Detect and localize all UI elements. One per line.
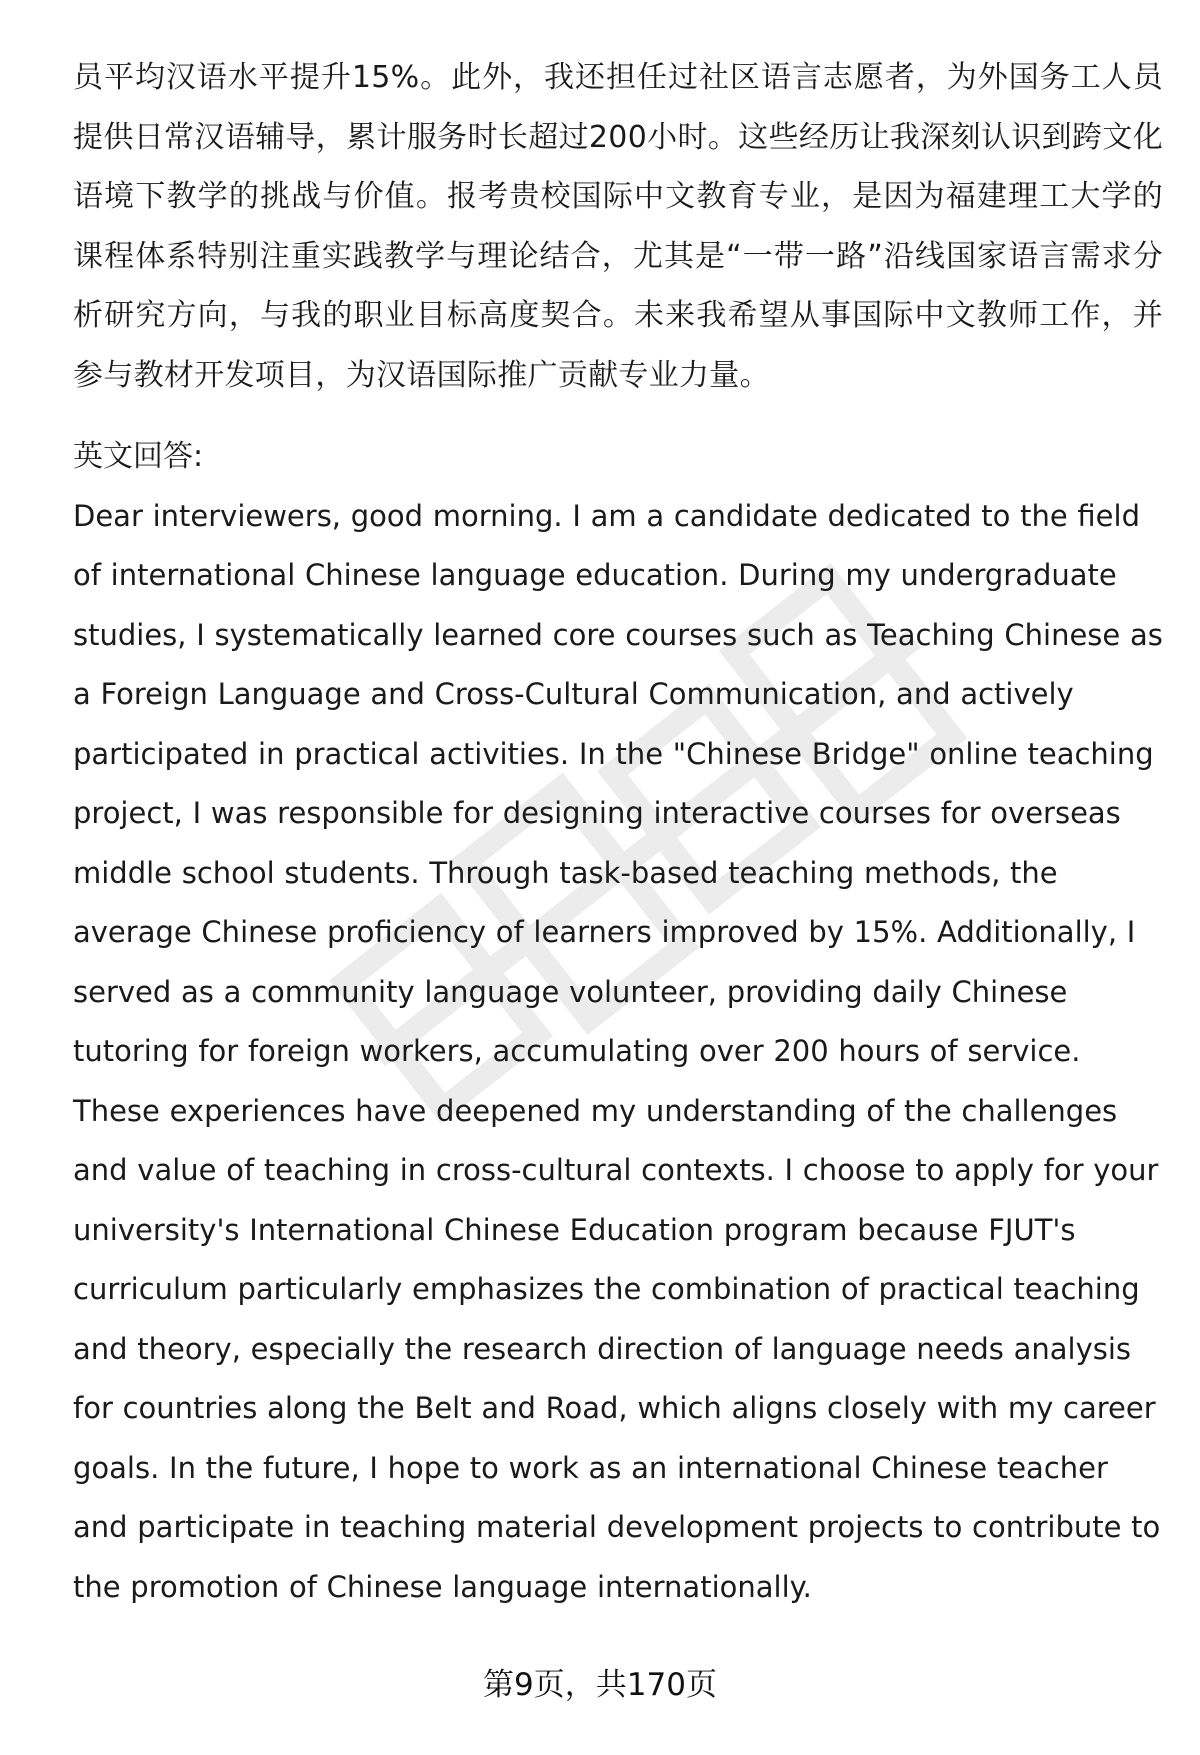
english-section-label: 英文回答: (73, 439, 204, 474)
page-number-footer: 第9页，共170页 (483, 1667, 717, 1703)
document-page (73, 48, 1163, 1617)
chinese-paragraph: 员平均汉语水平提升15%。此外，我还担任过社区语言志愿者，为外国务工人员提供日常汉语辅导，累计服务时长超过200小时。这些经历让我深刻认识到跨文化语境下教学的挑战与价值。报考贵校国际中文教育专业，是因为福建理工大学的课程体系特别注重实践教学与理论结合，尤其是“一带一路”沿线国家语言需求分析研究方向，与我的职业目标高度契合。未来我希望从事国际中文教师工作，并参与教材开发项目，为汉语国际推广贡献专业力量。 (73, 60, 1163, 393)
english-answer-paragraph: Dear interviewers, good morning. I am a candidate dedicated to the field of international Chinese language education. During my undergraduate studies, I systematically learned core courses such as Teaching Chinese as a Foreign Language and Cross-Cultural Communication, and actively participated in practical activities. In the "Chinese Bridge" online teaching project, I was responsible for designing interactive courses for overseas middle school students. Through task-based teaching methods, the average Chinese proficiency of learners improved by 15%. Additionally, I served as a community language volunteer, providing daily Chinese tutoring for foreign workers, accumulating over 200 hours of service. These experiences have deepened my understanding of the challenges and value of teaching in cross-cultural contexts. I choose to apply for your university's International Chinese Education program because FJUT's curriculum particularly emphasizes the combination of practical teaching and theory, especially the research direction of language needs analysis for countries along the Belt and Road, which aligns closely with my career goals. In the future, I hope to work as an international Chinese teacher and participate in teaching material development projects to contribute to the promotion of Chinese language internationally. (73, 498, 1163, 1604)
